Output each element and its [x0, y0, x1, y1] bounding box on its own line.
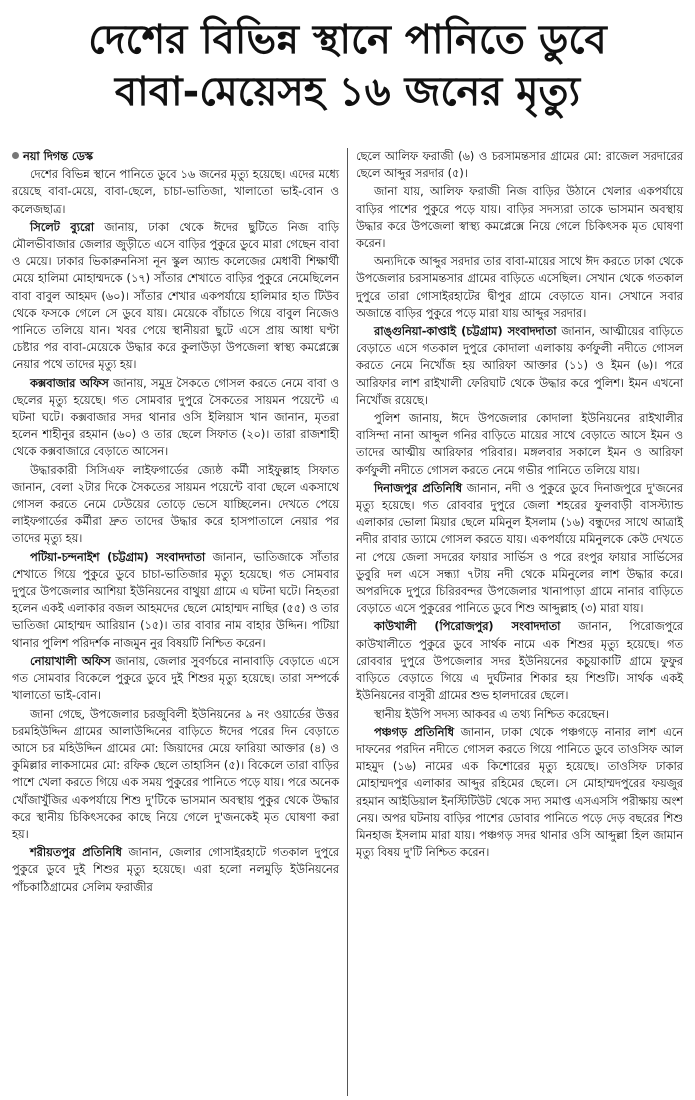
paragraph-text: স্থানীয় ইউপি সদস্য আকবর এ তথ্য নিশ্চিত করেছেন।	[374, 707, 609, 721]
article-column-right	[348, 148, 685, 1096]
paragraph	[356, 148, 683, 182]
paragraph-text: পুলিশ জানায়, ঈদে উপজেলার কোদালা ইউনিয়নের রাইখালীর বাসিন্দা নানা আব্দুল গনির বাড়িতে মায়ের সাথে বেড়াতে আসে ইমন ও তাদের আত্মীয় আরিফার পরিবার। মঙ্গলবার সকালে ইমন ও আরিফা কর্ণফুলী নদীতে গোসল করতে নেমে গভীর পানিতে তলিয়ে যায়।	[356, 412, 683, 477]
dateline: নয়া দিগন্ত ডেস্ক	[23, 150, 93, 163]
paragraph	[12, 549, 339, 652]
byline: শরীয়তপুর প্রতিনিধি	[30, 846, 122, 860]
headline-line-1: দেশের বিভিন্ন স্থানে পানিতে ডুবে	[88, 17, 607, 63]
paragraph	[12, 166, 339, 218]
paragraph-text: জানান, ঢাকা থেকে পঞ্চগড়ে নানার লাশ এনে দাফনের পরদিন নদীতে গোসল করতে গিয়ে পানিতে ডুবে তাওসিফ আল মাহমুদ (১৬) নামের এক কিশোরের মৃত্যু হয়েছে। তাওসিফ ঢাকার মোহাম্মদপুর এলাকার আব্দুর রহিমের ছেলে। সে মোহাম্মদপুরের ফয়জুর রহমান আইডিয়াল ইনস্টিটিউট থেকে সদ্য সমাপ্ত এসএসসি পরীক্ষায় অংশ নেয়। অপর ঘটনায় বাড়ির পাশের ডোবার পানিতে পড়ে দেড় বছরের শিশু মিনহাজ ইসলাম মারা যায়। পঞ্চগড় সদর থানার ওসি আব্দুল্লা হিল জামান মৃত্যু বিষয় দু'টি নিশ্চিত করেন।	[356, 725, 683, 860]
paragraph-text: দেশের বিভিন্ন স্থানে পানিতে ডুবে ১৬ জনের মৃত্যু হয়েছে। এদের মধ্যে রয়েছে বাবা-মেয়ে, বাবা-ছেলে, চাচা-ভাতিজা, খালাতো ভাই-বোন ও কলেজছাত্র।	[12, 168, 339, 216]
byline: নোয়াখালী অফিস	[30, 654, 111, 668]
paragraph	[12, 219, 339, 374]
paragraph	[12, 375, 339, 461]
paragraph	[12, 462, 339, 548]
paragraph	[356, 480, 683, 618]
paragraph-text: অন্যদিকে আব্দুর সরদার তার বাবা-মায়ের সাথে ঈদ করতে ঢাকা থেকে উপজেলার চরসামন্তসার গ্রামের বাড়িতে এসেছিল। সেখান থেকে গতকাল দুপুরে তারা গোসাইরহাটের দ্বীপুর গ্রামে বেড়াতে যান। সেখানে সবার অজান্তে বাড়ির পুকুরে পড়ে মারা যায় আব্দুর সরদার।	[356, 255, 683, 320]
paragraph-text: জানায়, জেলার সুবর্ণচরে নানাবাড়ি বেড়াতে এসে গত সোমবার বিকেলে পুকুরে ডুবে দুই শিশুর মৃত্যু হয়েছে। তারা সম্পর্কে খালাতো ভাই-বোন।	[12, 654, 339, 703]
headline	[0, 0, 695, 128]
byline: দিনাজপুর প্রতিনিধি	[374, 481, 462, 495]
byline: রাঙ্গুনিয়া-কাপ্তাই (চট্টগ্রাম) সংবাদদাতা	[374, 325, 557, 339]
paragraph-text: জানা যায়, আলিফ ফরাজী নিজ বাড়ির উঠানে খেলার একপর্যায়ে বাড়ির পাশের পুকুরে পড়ে যায়। বাড়ির সদস্যরা তাকে ভাসমান অবস্থায় উদ্ধার করে উপজেলা স্বাস্থ্য কমপ্লেক্সে নিয়ে গেলে চিকিৎসক মৃত ঘোষণা করেন।	[356, 185, 683, 251]
bullet-icon	[12, 152, 19, 159]
paragraph-text: জানান, পিরোজপুরে কাউখালীতে পুকুরে ডুবে সার্থক নামে এক শিশুর মৃত্যু হয়েছে। গত রোববার দুপুরে উপজেলার সদর ইউনিয়নের কচুয়াকাটি গ্রামে ফুফুর বাড়িতে বেড়াতে গিয়ে এ দুর্ঘটনার শিকার হয় শিশুটি। সার্থক একই ইউনিয়নের বাসুরী গ্রামের শুভ হালদারের ছেলে।	[356, 620, 683, 703]
paragraph	[356, 724, 683, 862]
byline: কাউখালী (পিরোজপুর) সংবাদদাতা	[374, 620, 561, 634]
paragraph	[356, 183, 683, 252]
paragraph	[12, 653, 339, 705]
paragraph	[356, 253, 683, 322]
paragraph-text: ছেলে আলিফ ফরাজী (৬) ও চরসামন্তসার গ্রামের মো: রাজেল সরদারের ছেলে আব্দুর সরদার (৫)।	[356, 150, 683, 181]
paragraph-text: জানান, ভাতিজাকে সাঁতার শেখাতে গিয়ে পুকুরে ডুবে চাচা-ভাতিজার মৃত্যু হয়েছে। গত সোমবার দুপুরে উপজেলার আশিয়া ইউনিয়নের বাথুয়া গ্রামে এ ঘটনা ঘটে। নিহতরা হলেন একই এলাকার বজল আহমদের ছেলে মোহাম্মদ নাছির (৫৫) ও তার ভাতিজা মোহাম্মদ আরিয়ান (১৫)। তার বাবার নাম বাহার উদ্দিন। পটিয়া থানার পুলিশ পরিদর্শক নাজমুন নুর বিষয়টি নিশ্চিত করেন।	[12, 550, 339, 650]
paragraph-text: জানান, নদী ও পুকুরে ডুবে দিনাজপুরে দু'জনের মৃত্যু হয়েছে। গত রোববার দুপুরে জেলা শহরের ফুলবাড়ী বাসস্ট্যান্ড এলাকার ভোলা মিয়ার ছেলে মমিনুল ইসলাম (১৬) বন্ধুদের সাথে আত্রাই নদীর রাবার ড্যামে গোসল করতে যায়। একপর্যায়ে মমিনুলকে কেউ দেখতে না পেয়ে জেলা সদরের ফায়ার সার্ভিস ও পরে রংপুর ফায়ার সার্ভিসের ডুবুরি দল এসে সন্ধ্যা ৭টায় নদী থেকে মমিনুলের লাশ উদ্ধার করে। অপরদিকে দুপুরে চিরিরবন্দর উপজেলার খানাপাড়া গ্রামে নানার বাড়িতে বেড়াতে এসে পুকুরের পানিতে ডুবে শিশু আব্দুল্লাহ (৩) মারা যায়।	[356, 481, 683, 616]
paragraph-text: জানায়, ঢাকা থেকে ঈদের ছুটিতে নিজ বাড়ি মৌলভীবাজার জেলার জুড়ীতে এসে বাড়ির পুকুরে ডুবে মারা গেছেন বাবা ও মেয়ে। ঢাকার ভিকারুননিসা নূন স্কুল অ্যান্ড কলেজের মেধাবী শিক্ষার্থী মেয়ে হালিমা মোহাম্মদকে (১৭) সাঁতার শেখাতে বাড়ির পুকুরে নেমেছিলেন বাবা বাবুল আহমদ (৬০)। সাঁতার শেখার একপর্যায়ে হালিমার হাত টিউব থেকে ফসকে গেলে সে ডুবে যায়। মেয়েকে বাঁচাতে গিয়ে বাবুল নিজেও পানিতে তলিয়ে যান। খবর পেয়ে স্থানীয়রা ছুটে এসে প্রায় আধা ঘণ্টা চেষ্টার পর বাবা-মেয়েকে উদ্ধার করে কুলাউড়া উপজেলা স্বাস্থ্য কমপ্লেক্সে নেয়ার পথে তাদের মৃত্যু হয়।	[12, 220, 339, 372]
paragraph-text: জানান, জেলার গোসাইরহাটে গতকাল দুপুরে পুকুরে ডুবে দুই শিশুর মৃত্যু হয়েছে। এরা হলো নলমুড়ি ইউনিয়নের পাঁচকাঠিগ্রামের সেলিম ফরাজীর	[12, 846, 339, 894]
paragraph-text: উদ্ধারকারী সিসিএফ লাইফগার্ডের জ্যেষ্ঠ কর্মী সাইফুল্লাহ সিফাত জানান, বেলা ২টার দিকে সৈকতের সায়মন পয়েন্টে বাবা ছেলে একসাথে গোসল করতে নেমে ঢেউয়ের তোড়ে ভেসে যাচ্ছিলেন। দেখতে পেয়ে লাইফগার্ডের কর্মীরা দ্রুত তাদের উদ্ধার করে হাসপাতালে নেয়ার পর তাদের মৃত্যু হয়।	[12, 463, 339, 546]
paragraph	[12, 844, 339, 896]
paragraph	[356, 410, 683, 479]
article-column-left	[10, 148, 348, 1096]
paragraph-text: জানায়, সমুদ্র সৈকতে গোসল করতে নেমে বাবা ও ছেলের মৃত্যু হয়েছে। গত সোমবার দুপুরে সৈকতের সায়মন পয়েন্টে এ ঘটনা ঘটে। কক্সবাজার সদর থানার ওসি ইলিয়াস খান জানান, মৃতরা হলেন শাহীনুর রহমান (৬০) ও তার ছেলে সিফাত (২০)। তারা রাজশাহী থেকে কক্সবাজারে বেড়াতে আসেন।	[12, 376, 339, 459]
paragraph	[356, 618, 683, 704]
paragraph-text: জানা গেছে, উপজেলার চরজুবিলী ইউনিয়নের ৯ নং ওয়ার্ডের উত্তর চরমহিউদ্দিন গ্রামের আলাউদ্দিনের বাড়িতে ঈদের পরের দিন বেড়াতে আসে চর মহিউদ্দিন গ্রামের মো: জিয়াদের মেয়ে ফারিয়া আক্তার (৪) ও কুমিল্লার লাকসামের মো: রফিক ছেলে তাহাসিন (৫)। বিকেলে তারা বাড়ির পাশে খেলা করতে গিয়ে এক সময় পুকুরের পানিতে পড়ে যায়। পরে অনেক খোঁজাখুঁজির একপর্যায়ে শিশু দু'টিকে ভাসমান অবস্থায় পুকুর থেকে উদ্ধার করে স্থানীয় চিকিৎসকের কাছে নিয়ে গেলে দু'জনকেই মৃত ঘোষণা করা হয়।	[12, 707, 339, 841]
byline: সিলেট ব্যুরো	[30, 220, 95, 234]
paragraph	[12, 706, 339, 844]
paragraph-text: জানান, আত্মীয়ের বাড়িতে বেড়াতে এসে গতকাল দুপুরে কোদালা এলাকায় কর্ণফুলী নদীতে গোসল করতে নেমে নিখোঁজ হয় আরিফা আক্তার (১১) ও ইমন (৬)। পরে আরিফার লাশ রাইখালী ফেরিঘাট থেকে উদ্ধার করে পুলিশ। ইমন এখনো নিখোঁজ রয়েছে।	[356, 325, 683, 407]
byline: পটিয়া-চন্দনাইশ (চট্টগ্রাম) সংবাদদাতা	[30, 550, 206, 564]
byline: পঞ্চগড় প্রতিনিধি	[374, 725, 454, 739]
dateline-paragraph	[12, 148, 339, 165]
headline-line-2: বাবা-মেয়েসহ ১৬ জনের মৃত্যু	[114, 69, 581, 115]
byline: কক্সবাজার অফিস	[30, 376, 109, 390]
paragraph	[356, 323, 683, 409]
article-body	[10, 148, 685, 1096]
paragraph	[356, 706, 683, 723]
